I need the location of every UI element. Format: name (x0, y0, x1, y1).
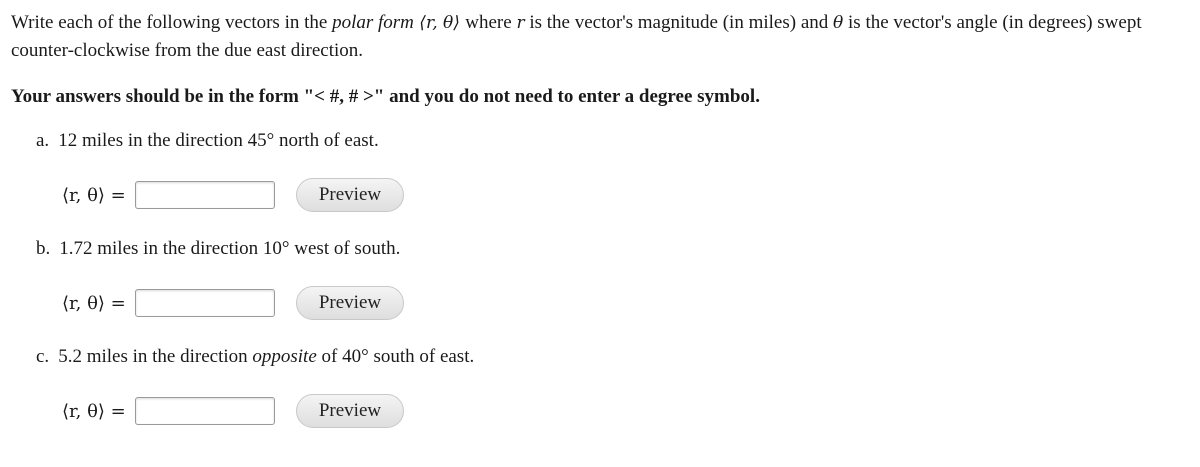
part-a-preview-button[interactable]: Preview (296, 178, 404, 212)
part-c-text-italic: opposite (252, 346, 317, 367)
intro-math-vector: ⟨r, θ⟩ (413, 13, 466, 33)
part-b-question (36, 235, 400, 263)
intro-math-theta: θ (833, 13, 844, 33)
part-c-letter: c. (36, 346, 50, 367)
intro-text-4: is the vector's angle (in degrees) swept counter-clockwise from the due east direction. (11, 12, 1142, 61)
part-a-answer-input[interactable] (135, 181, 275, 209)
part-c-preview-button[interactable]: Preview (296, 394, 404, 428)
part-a-answer-row (62, 177, 404, 213)
answer-format-instructions: Your answers should be in the form "< #, # >" and you do not need to enter a degree symbol. (11, 86, 760, 107)
part-c-answer-label: ⟨r, θ⟩ = (62, 400, 126, 422)
part-c-answer-row (62, 393, 404, 429)
part-b-text: 1.72 miles in the direction 10° west of south. (59, 238, 401, 259)
part-a-text: 12 miles in the direction 45° north of east. (58, 130, 379, 151)
part-c-question (36, 343, 474, 371)
part-b-answer-row (62, 285, 404, 321)
part-a-question (36, 127, 379, 155)
problem-intro (11, 9, 1191, 65)
part-c-answer-input[interactable] (135, 397, 275, 425)
intro-text-3: is the vector's magnitude (in miles) and (524, 12, 834, 33)
part-b-letter: b. (36, 238, 51, 259)
part-b-preview-button[interactable]: Preview (296, 286, 404, 320)
part-b-answer-label: ⟨r, θ⟩ = (62, 292, 126, 314)
intro-text-2: where (465, 12, 517, 33)
part-c-text-before: 5.2 miles in the direction (58, 346, 253, 367)
intro-text-1: Write each of the following vectors in the (11, 12, 333, 33)
part-a-answer-label: ⟨r, θ⟩ = (62, 184, 126, 206)
intro-polar-form: polar form (332, 12, 414, 33)
part-c-text-after: of 40° south of east. (316, 346, 475, 367)
part-a-letter: a. (36, 130, 50, 151)
intro-math-r: r (516, 13, 525, 33)
part-b-answer-input[interactable] (135, 289, 275, 317)
